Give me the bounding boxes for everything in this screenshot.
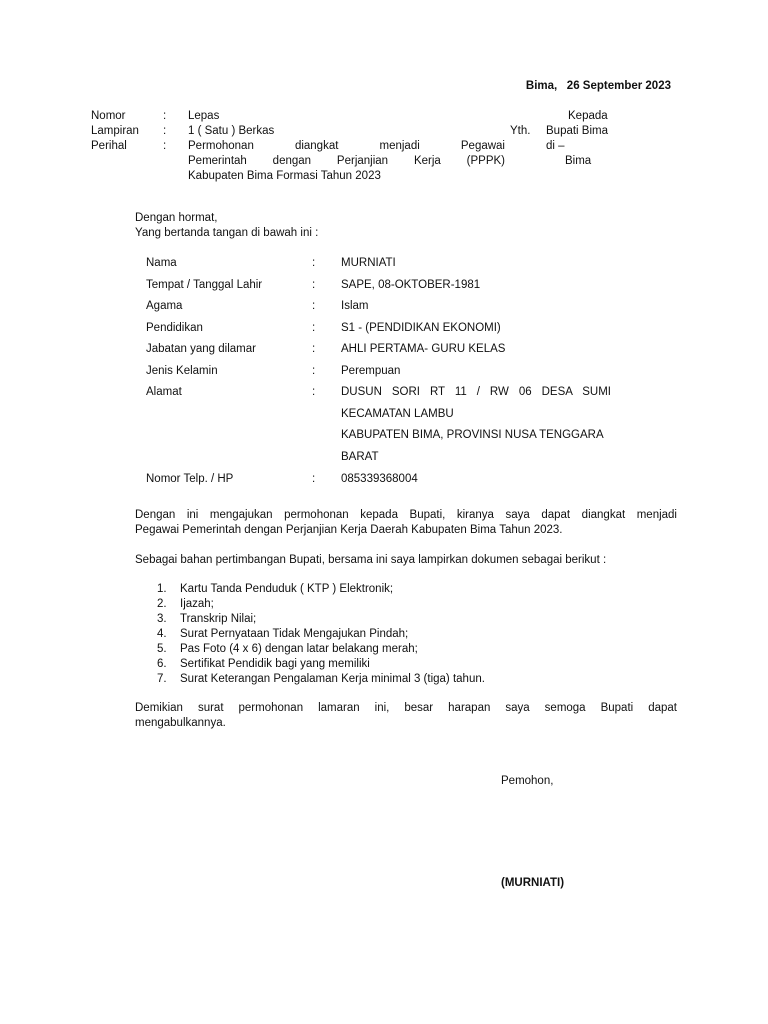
- perihal-line: Pemerintah dengan Perjanjian Kerja (PPPK): [188, 155, 505, 167]
- attachment-text: Transkrip Nilai;: [180, 613, 257, 625]
- address-line: KABUPATEN BIMA, PROVINSI NUSA TENGGARA: [341, 429, 604, 441]
- identity-address-value: [341, 382, 611, 468]
- closing-line: mengabulkannya.: [135, 717, 226, 729]
- identity-label: Jenis Kelamin: [146, 364, 218, 377]
- meta-nomor-value: Lepas: [188, 110, 220, 122]
- meta-colon: :: [163, 125, 167, 137]
- address-line: BARAT: [341, 450, 379, 463]
- request-paragraph: [135, 508, 677, 538]
- attachment-number: 1.: [157, 583, 167, 595]
- meta-perihal-value: [188, 139, 505, 184]
- identity-row-nama: [146, 256, 616, 278]
- addressee: [510, 109, 640, 169]
- identity-value: 085339368004: [341, 473, 418, 485]
- identity-row-telp: [146, 472, 616, 494]
- identity-colon: :: [312, 364, 316, 377]
- signer-name: (MURNIATI): [501, 877, 565, 889]
- identity-row-agama: [146, 299, 616, 321]
- meta-perihal-label: Perihal: [91, 140, 127, 152]
- attachment-text: Sertifikat Pendidik bagi yang memiliki: [180, 658, 370, 670]
- request-line: Dengan ini mengajukan permohonan kepada Bupati, kiranya saya dapat diangkat menjadi: [135, 509, 677, 521]
- meta-colon: :: [163, 140, 167, 152]
- attachment-text: Ijazah;: [180, 598, 214, 610]
- attachment-text: Pas Foto (4 x 6) dengan latar belakang merah;: [180, 643, 418, 655]
- request-line: Pegawai Pemerintah dengan Perjanjian Kerja Daerah Kabupaten Bima Tahun 2023.: [135, 524, 563, 536]
- signoff: Pemohon,: [501, 775, 554, 787]
- perihal-line: Permohonan diangkat menjadi Pegawai: [188, 140, 505, 152]
- closing-paragraph: [135, 701, 677, 731]
- identity-label: Agama: [146, 300, 183, 312]
- attachment-text: Surat Pernyataan Tidak Mengajukan Pindah;: [180, 628, 409, 640]
- identity-value: AHLI PERTAMA- GURU KELAS: [341, 343, 506, 355]
- identity-label: Tempat / Tanggal Lahir: [146, 278, 263, 291]
- addressee-recipient: Bupati Bima: [546, 125, 609, 137]
- identity-colon: :: [312, 473, 316, 485]
- letter-meta: [91, 109, 505, 182]
- attachment-number: 2.: [157, 598, 167, 610]
- attachment-number: 7.: [157, 673, 167, 685]
- identity-label: Alamat: [146, 386, 182, 398]
- identity-colon: :: [312, 257, 316, 269]
- attachments-intro: Sebagai bahan pertimbangan Bupati, bersama ini saya lampirkan dokumen sebagai berikut :: [135, 554, 607, 566]
- attachment-number: 3.: [157, 613, 167, 625]
- identity-value: S1 - (PENDIDIKAN EKONOMI): [341, 321, 501, 334]
- address-line: DUSUN SORI RT 11 / RW 06 DESA SUMI: [341, 386, 611, 398]
- addressee-city: Bima: [565, 155, 592, 167]
- address-line: KECAMATAN LAMBU: [341, 407, 454, 420]
- identity-row-ttl: [146, 278, 616, 300]
- identity-table: [146, 256, 616, 494]
- attachment-number: 6.: [157, 658, 167, 670]
- meta-lampiran-label: Lampiran: [91, 125, 139, 137]
- meta-nomor: [91, 109, 431, 124]
- closing-line: Demikian surat permohonan lamaran ini, besar harapan saya semoga Bupati dapat: [135, 702, 677, 714]
- identity-colon: :: [312, 300, 316, 312]
- meta-perihal: [91, 139, 505, 182]
- identity-colon: :: [312, 343, 316, 355]
- identity-row-jabatan: [146, 342, 616, 364]
- identity-label: Jabatan yang dilamar: [146, 343, 256, 355]
- addressee-kepada: Kepada: [568, 110, 608, 122]
- identity-colon: :: [312, 321, 316, 334]
- addressee-yth: Yth.: [510, 125, 531, 137]
- greeting: [135, 211, 318, 241]
- identity-colon: :: [312, 386, 316, 398]
- meta-lampiran-value: 1 ( Satu ) Berkas: [188, 125, 275, 137]
- identity-value: Perempuan: [341, 364, 401, 377]
- meta-lampiran: [91, 124, 431, 139]
- place-date: Bima, 26 September 2023: [525, 80, 671, 92]
- identity-value: SAPE, 08-OKTOBER-1981: [341, 278, 481, 291]
- attachment-text: Surat Keterangan Pengalaman Kerja minimal 3 (tiga) tahun.: [180, 673, 485, 685]
- identity-label: Nomor Telp. / HP: [146, 473, 234, 485]
- identity-label: Nama: [146, 257, 177, 269]
- addressee-di: di –: [546, 140, 565, 152]
- identity-value: MURNIATI: [341, 257, 396, 269]
- identity-row-pendidikan: [146, 321, 616, 343]
- identity-label: Pendidikan: [146, 321, 203, 334]
- attachment-text: Kartu Tanda Penduduk ( KTP ) Elektronik;: [180, 583, 394, 595]
- meta-colon: :: [163, 110, 167, 122]
- identity-value: Islam: [341, 300, 369, 312]
- identity-row-alamat: [146, 385, 616, 472]
- intro-line: Yang bertanda tangan di bawah ini :: [135, 227, 319, 239]
- salutation: Dengan hormat,: [135, 212, 218, 224]
- meta-nomor-label: Nomor: [91, 110, 126, 122]
- attachment-number: 4.: [157, 628, 167, 640]
- attachment-number: 5.: [157, 643, 167, 655]
- perihal-line: Kabupaten Bima Formasi Tahun 2023: [188, 170, 381, 182]
- identity-colon: :: [312, 278, 316, 291]
